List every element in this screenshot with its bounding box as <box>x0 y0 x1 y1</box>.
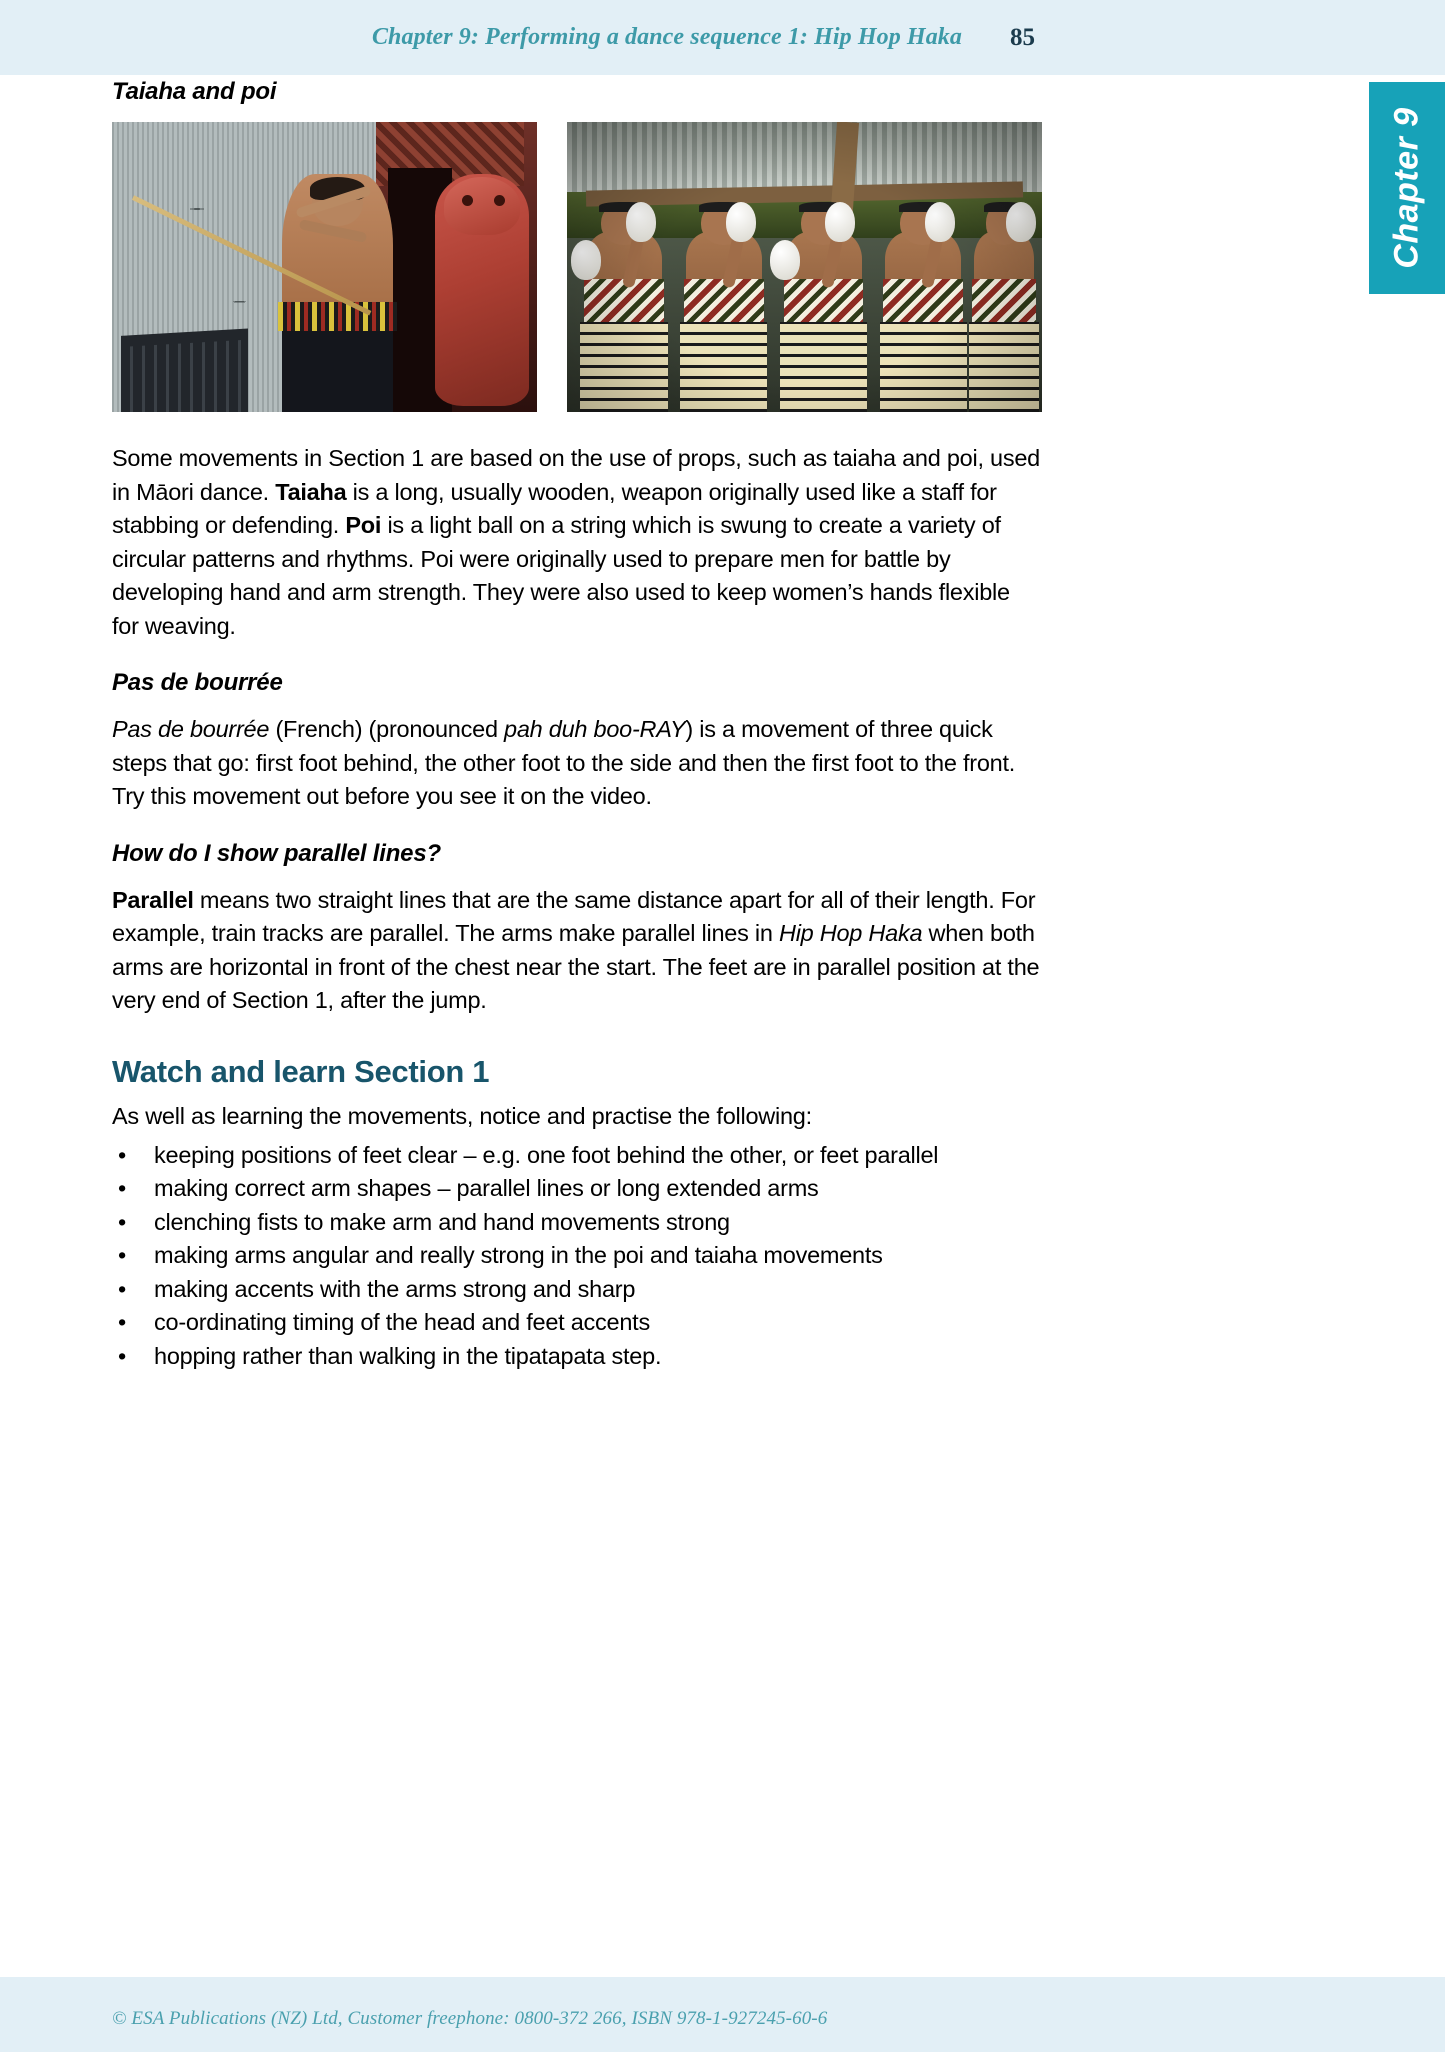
photo-tiki-eye-left <box>462 195 473 206</box>
photo-performer-shorts <box>282 325 393 412</box>
copyright-line: © ESA Publications (NZ) Ltd, Customer freephone: 0800-372 266, ISBN 978-1-927245-60-6 <box>112 2008 828 2029</box>
bullet-icon: • <box>118 1309 126 1335</box>
text-run: when both arms are horizontal in front of the chest near the start. The feet are in parallel position at the very end of Section 1, after the jump. <box>112 920 1040 1013</box>
paragraph-props <box>112 442 1042 643</box>
page-number: 85 <box>1010 23 1035 51</box>
term-taiaha: Taiaha <box>275 478 347 505</box>
practice-points-list <box>112 1139 1042 1374</box>
photo-tiki-eye-right <box>494 195 505 206</box>
lead-in-line: As well as learning the movements, notice and practise the following: <box>112 1102 812 1129</box>
list-item-label: keeping positions of feet clear – e.g. one foot behind the other, or feet parallel <box>154 1141 939 1168</box>
paragraph-parallel <box>112 884 1042 1018</box>
subheading-pas-de-bourree: Pas de bourrée <box>112 669 283 696</box>
figure-row <box>112 122 1042 412</box>
text-run: Some movements in Section 1 are based on the use of props, such as taiaha and poi, used in Māori dance. <box>112 445 1040 505</box>
bullet-icon: • <box>118 1342 126 1369</box>
list-item <box>112 1172 1042 1206</box>
list-item <box>112 1139 1042 1173</box>
figure-poi-performers <box>567 122 1042 412</box>
paragraph-pas-de-bourree <box>112 713 1042 814</box>
photo-tiki-head <box>444 177 521 235</box>
page-header <box>0 0 1445 75</box>
text-run: is a long, usually wooden, weapon originally used like a staff for stabbing or defending. <box>112 478 997 538</box>
running-header-title: Chapter 9: Performing a dance sequence 1: Hip Hop Haka <box>371 24 962 50</box>
text-run: means two straight lines that are the same distance apart for all of their length. For example, train tracks are parallel. The arms make parallel lines in <box>112 886 1036 946</box>
chapter-tab-label: Chapter 9 <box>1387 107 1426 269</box>
page-content <box>112 78 1042 1373</box>
list-item <box>112 1273 1042 1307</box>
list-item <box>112 1206 1042 1240</box>
list-item <box>112 1340 1042 1374</box>
term-poi: Poi <box>345 512 382 538</box>
subheading-taiaha-and-poi: Taiaha and poi <box>112 78 277 105</box>
subheading-parallel-lines: How do I show parallel lines? <box>112 839 441 867</box>
page-header-band <box>0 0 1445 75</box>
photo-performer-belt <box>278 302 397 331</box>
photo-vignette <box>567 122 1042 412</box>
bullet-icon: • <box>118 1242 126 1268</box>
text-run: is a light ball on a string which is swung to create a variety of circular patterns and rhythms. Poi were originally used to prepare men for battle by developing hand and arm strength. They were also used to keep women’s hands flexible for weaving. <box>112 512 1010 639</box>
text-run: (French) (pronounced <box>269 716 505 742</box>
list-item-label: making correct arm shapes – parallel lines or long extended arms <box>154 1175 819 1201</box>
list-item-label: co-ordinating timing of the head and feet accents <box>154 1309 650 1335</box>
list-item-label: making accents with the arms strong and sharp <box>154 1275 636 1302</box>
pronunciation: pah duh boo-RAY <box>504 716 686 742</box>
list-item-label: making arms angular and really strong in the poi and taiaha movements <box>154 1242 883 1268</box>
figure-taiaha-performer <box>112 122 537 412</box>
bullet-icon: • <box>118 1175 126 1201</box>
list-item-label: hopping rather than walking in the tipatapata step. <box>154 1342 662 1369</box>
term-parallel: Parallel <box>112 886 194 913</box>
text-run: ) is a movement of three quick steps that go: first foot behind, the other foot to the side and then the first foot to the front. Try this movement out before you see it on the video. <box>112 716 1016 809</box>
section-heading-watch-and-learn: Watch and learn Section 1 <box>112 1053 490 1089</box>
bullet-icon: • <box>118 1141 126 1168</box>
chapter-thumb-tab <box>1369 82 1445 294</box>
bullet-icon: • <box>118 1275 126 1302</box>
bullet-icon: • <box>118 1208 126 1235</box>
page-footer-band <box>0 1977 1445 2052</box>
list-item-label: clenching fists to make arm and hand movements strong <box>154 1208 730 1235</box>
list-item <box>112 1306 1042 1340</box>
list-item <box>112 1239 1042 1273</box>
term-pas-de-bourree: Pas de bourrée <box>112 716 270 742</box>
title-hip-hop-haka: Hip Hop Haka <box>778 920 923 946</box>
